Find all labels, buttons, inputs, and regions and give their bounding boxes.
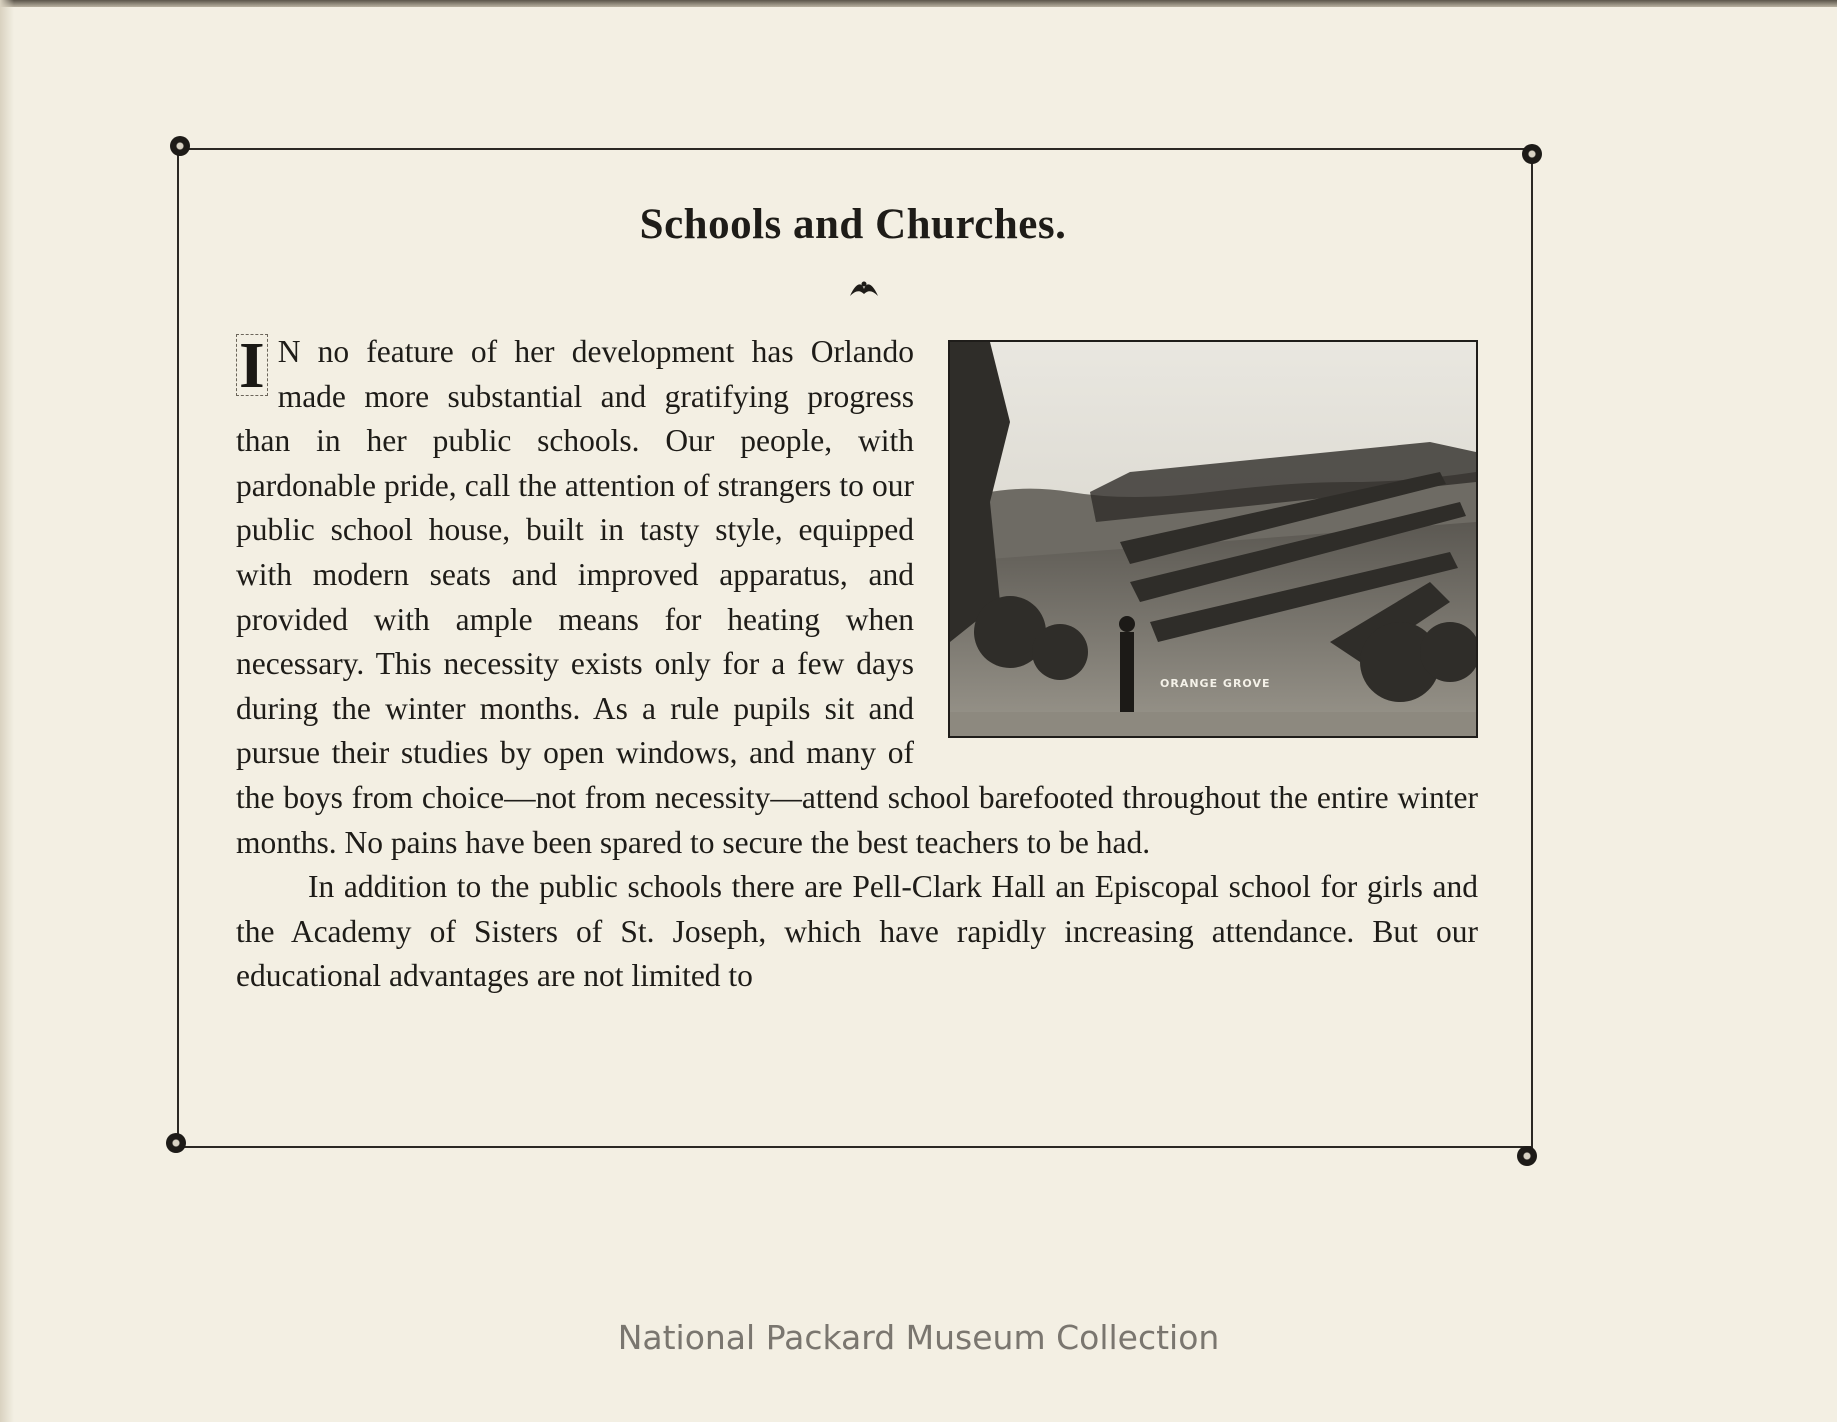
article-body: [236, 330, 1478, 999]
fleuron-icon: [846, 278, 882, 300]
collection-watermark: National Packard Museum Collection: [617, 1318, 1220, 1357]
paragraph-2: In addition to the public schools there are Pell-Clark Hall an Episcopal school for girls and the Academy of Sisters of St. Joseph, which have rapidly increasing attendance. But our educational advantages are not limited to: [236, 869, 1478, 994]
corner-rivet-icon: [166, 1133, 186, 1153]
corner-rivet-icon: [170, 136, 190, 156]
drop-cap-initial: I: [236, 334, 268, 396]
page-title: Schools and Churches.: [639, 201, 1067, 248]
orange-grove-photo: [948, 340, 1478, 738]
paragraph-1-text: N no feature of her development has Orlando made more substantial and gratifying progress than in her public schools. Our people, with pardonable pride, call the attention of strangers to our public school house, built in tasty style, equipped with modern seats and improved apparatus, and provided with ample means for heating when necessary. This necessity exists only for a few days during the winter months. As a rule pupils sit and pursue their studies by open windows, and many of the boys from choice—not from necessity—attend school barefooted throughout the entire winter months. No pains have been spared to secure the best teachers to be had.: [236, 334, 1478, 860]
corner-rivet-icon: [1522, 144, 1542, 164]
corner-rivet-icon: [1517, 1146, 1537, 1166]
page-fold-shadow: [0, 0, 14, 1422]
photo-sign-text: ORANGE GROVE: [1160, 677, 1271, 690]
page-top-edge: [0, 0, 1837, 7]
